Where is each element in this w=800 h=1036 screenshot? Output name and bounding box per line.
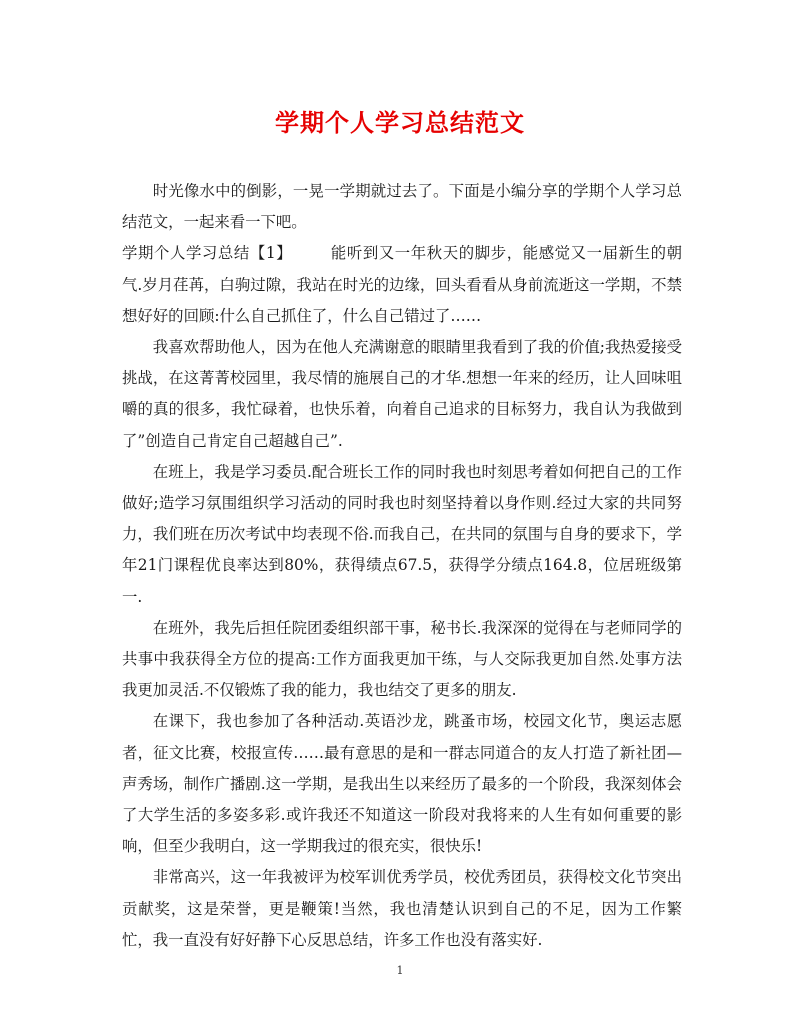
paragraph-1: 我喜欢帮助他人，因为在他人充满谢意的眼睛里我看到了我的价值;我热爱接受挑战，在这菁菁校园里，我尽情的施展自己的才华.想想一年来的经历，让人回味咀嚼的真的很多，我忙碌着，也快乐着，向着自己追求的目标努力，我自认为我做到了”创造自己肯定自己超越自己”. (122, 338, 682, 450)
paragraph-2: 在班上，我是学习委员.配合班长工作的同时我也时刻思考着如何把自己的工作做好;造学习氛围组织学习活动的同时我也时刻坚持着以身作则.经过大家的共同努力，我们班在历次考试中均表现不俗.而我自己，在共同的氛围与自身的要求下，学年21门课程优良率达到80%，获得绩点67.5，获得学分绩点164.8，位居班级第一. (122, 462, 682, 606)
paragraph-5: 非常高兴，这一年我被评为校军训优秀学员，校优秀团员，获得校文化节突出贡献奖，这是荣誉，更是鞭策!当然，我也清楚认识到自己的不足，因为工作繁忙，我一直没有好好静下心反思总结，许多工作也没有落实好. (122, 868, 682, 949)
paragraph-4: 在课下，我也参加了各种活动.英语沙龙，跳蚤市场，校园文化节，奥运志愿者，征文比赛，校报宣传……最有意思的是和一群志同道合的友人打造了新社团—声秀场，制作广播剧.这一学期，是我出生以来经历了最多的一个阶段，我深刻体会了大学生活的多姿多彩.或许我还不知道这一阶段对我将来的人生有如何重要的影响，但至少我明白，这一学期我过的很充实，很快乐! (122, 712, 682, 856)
document-body (122, 176, 682, 956)
section-first-text: 能听到又一年秋天的脚步，能感觉又一届新生的朝气.岁月荏苒，白驹过隙，我站在时光的边缘，回头看看从身前流逝这一学期，不禁想好好的回顾:什么自己抓住了，什么自己错过了…… (122, 244, 682, 325)
intro-paragraph: 时光像水中的倒影，一晃一学期就过去了。下面是小编分享的学期个人学习总结范文，一起来看一下吧。 (122, 182, 682, 232)
section-paragraph (122, 238, 682, 332)
document-title: 学期个人学习总结范文 (275, 108, 525, 137)
page-number: 1 (396, 964, 404, 977)
section-heading: 学期个人学习总结【1】 (122, 244, 293, 263)
paragraph-3: 在班外，我先后担任院团委组织部干事，秘书长.我深深的觉得在与老师同学的共事中我获得全方位的提高:工作方面我更加干练，与人交际我更加自然.处事方法我更加灵活.不仅锻炼了我的能力，我也结交了更多的朋友. (122, 618, 682, 700)
